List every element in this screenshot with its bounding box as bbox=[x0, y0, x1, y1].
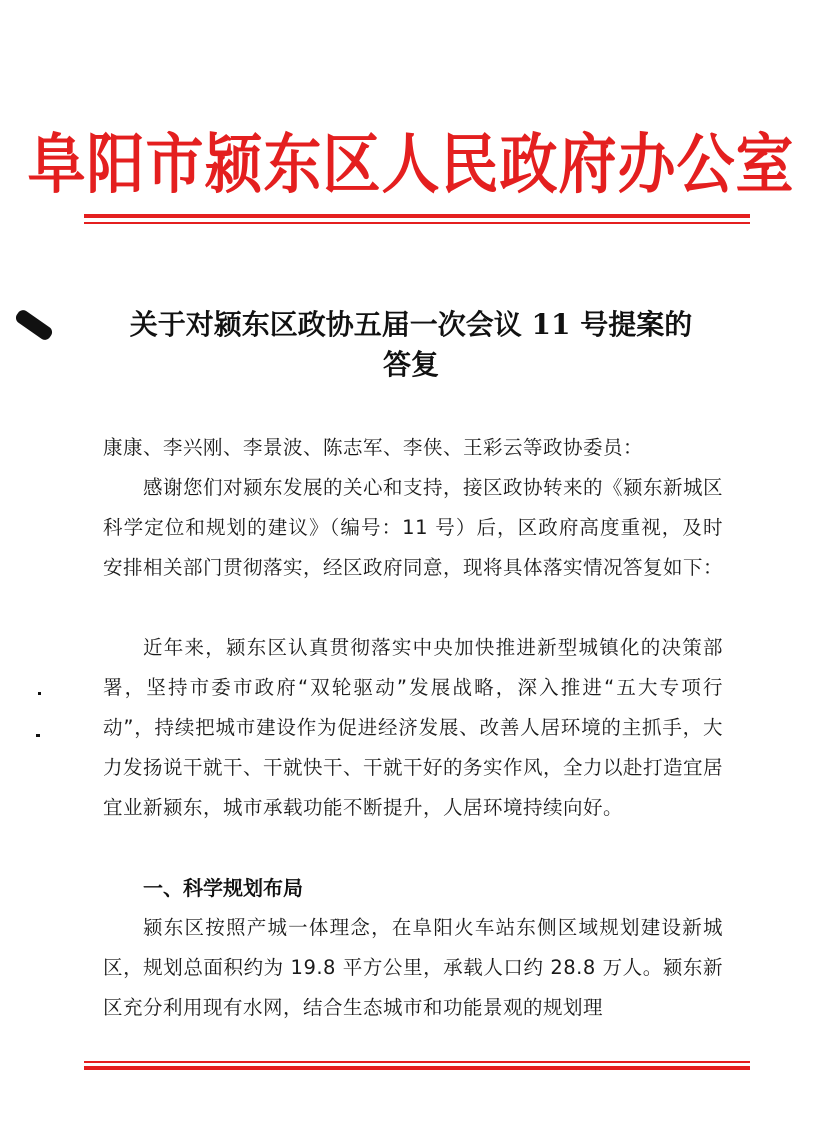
footer-rule-thin bbox=[84, 1061, 750, 1063]
paragraph-2: 近年来，颍东区认真贯彻落实中央加快推进新型城镇化的决策部署，坚持市委市政府“双轮驱动”发展战略，深入推进“五大专项行动”，持续把城市建设作为促进经济发展、改善人居环境的主抓手，大力发扬说干就干、干就快干、干就干好的务实作风，全力以赴打造宜居宜业新颍东，城市承载功能不断提升，人居环境持续向好。 bbox=[103, 636, 724, 819]
header-rule-thin bbox=[84, 222, 750, 224]
title-line-2: 答复 bbox=[382, 348, 439, 381]
scan-speck bbox=[36, 734, 40, 737]
section-heading-1: 一、科学规划布局 bbox=[143, 876, 303, 900]
scan-speck bbox=[38, 692, 41, 695]
footer-rule-thick bbox=[84, 1066, 750, 1070]
paragraph-1: 感谢您们对颍东发展的关心和支持，接区政协转来的《颍东新城区科学定位和规划的建议》（编号：11 号）后，区政府高度重视，及时安排相关部门贯彻落实，经区政府同意，现将具体落实情况答复如下： bbox=[103, 476, 724, 579]
header-rule-thick bbox=[84, 214, 750, 218]
salutation: 康康、李兴刚、李景波、陈志军、李侠、王彩云等政协委员： bbox=[103, 436, 644, 459]
paragraph-3: 颍东区按照产城一体理念，在阜阳火车站东侧区域规划建设新城区，规划总面积约为 19.8 平方公里，承载人口约 28.8 万人。颍东新区充分利用现有水网，结合生态城市和功能景观的规划理 bbox=[103, 916, 723, 1019]
scan-smudge bbox=[14, 308, 55, 342]
org-name-masthead: 阜阳市颍东区人民政府办公室 bbox=[27, 125, 795, 203]
title-line-1: 关于对颍东区政协五届一次会议 11 号提案的 bbox=[129, 308, 693, 341]
